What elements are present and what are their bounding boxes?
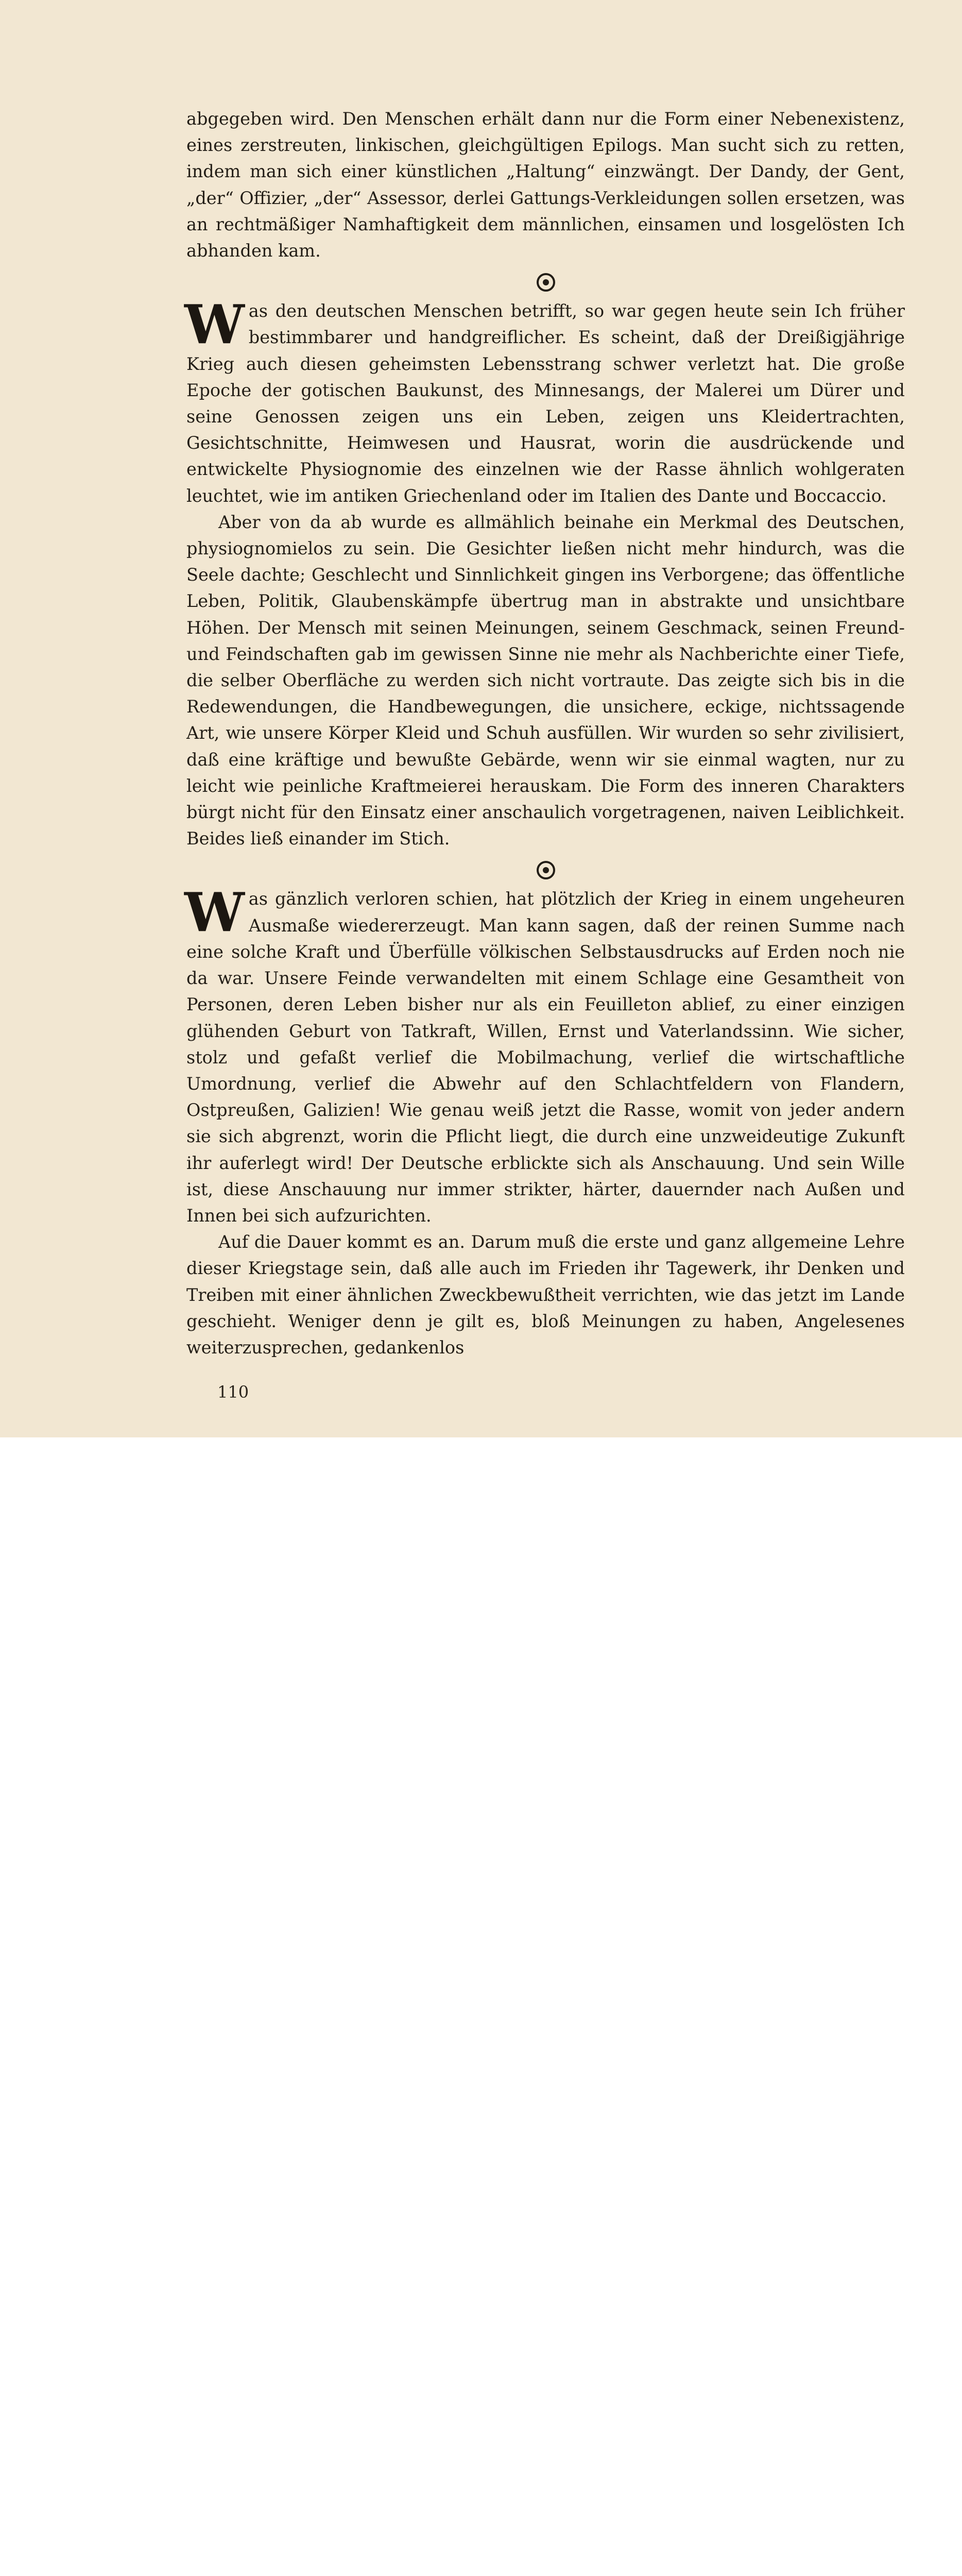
- paragraph-5: [186, 1229, 905, 1361]
- paragraph-3: [186, 509, 905, 852]
- section-ornament-icon: [536, 272, 556, 293]
- drop-cap: W: [184, 880, 245, 944]
- paragraph-4: [184, 880, 905, 1229]
- paragraph-2-text: as den deutschen Menschen betrifft, so war gegen heute sein Ich früher bestimmbarer und handgreiflicher. Es scheint, daß der Dreißigjährige Krieg auch diesen geheimsten Lebensstrang schwer verletzt hat. Die große Epoche der gotischen Baukunst, des Minnesangs, der Malerei um Dürer und seine Genossen zeigen uns ein Leben, zeigen uns Kleidertrachten, Gesichtschnitte, Heimwesen und Hausrat, worin die ausdrückende und entwickelte Physiognomie des einzelnen wie der Rasse ähnlich wohlgeraten leuchtet, wie im antiken Griechenland oder im Italien des Dante und Boccaccio.: [186, 301, 905, 506]
- drop-cap: W: [184, 293, 245, 357]
- paragraph-4-text: as gänzlich verloren schien, hat plötzlich der Krieg in einem ungeheuren Ausmaße wiedererzeugt. Man kann sagen, daß der reinen Summe nach eine solche Kraft und Überfülle völkischen Selbstausdrucks auf Erden noch nie da war. Unsere Feinde verwandelten mit einem Schlage eine Gesamtheit von Personen, deren Leben bisher nur als ein Feuilleton ablief, zu einer einzigen glühenden Geburt von Tatkraft, Willen, Ernst und Vaterlandssinn. Wie sicher, stolz und gefaßt verlief die Mobilmachung, verlief die wirtschaftliche Umordnung, verlief die Abwehr auf den Schlachtfeldern von Flandern, Ostpreußen, Galizien! Wie genau weiß jetzt die Rasse, womit von jeder andern sie sich abgrenzt, worin die Pflicht liegt, die durch eine unzweideutige Zukunft ihr auferlegt wird! Der Deutsche erblickte sich als Anschauung. Und sein Wille ist, diese Anschauung nur immer strikter, härter, dauernder nach Außen und Innen bei sich aufzurichten.: [186, 889, 905, 1226]
- paragraph-5-text: Auf die Dauer kommt es an. Darum muß die erste und ganz allgemeine Lehre dieser Kriegstage sein, daß alle auch im Frieden ihr Tagewerk, ihr Denken und Treiben mit einer ähnlichen Zweckbewußtheit verrichten, wie das jetzt im Lande geschieht. Weniger denn je gilt es, bloß Meinungen zu haben, Angelesenes weiterzusprechen, gedankenlos: [186, 1232, 905, 1358]
- page-number: 110: [217, 1382, 249, 1402]
- section-ornament-icon: [536, 860, 556, 880]
- viewer-footer: [0, 1437, 962, 1513]
- paragraph-1: [186, 106, 905, 264]
- paragraph-3-text: Aber von da ab wurde es allmählich beinahe ein Merkmal des Deutschen, physiognomielos zu sein. Die Gesichter ließen nicht mehr hindurch, was die Seele dachte; Geschlecht und Sinnlichkeit gingen ins Verborgene; das öffentliche Leben, Politik, Glaubenskämpfe übertrug man in abstrakte und unsichtbare Höhen. Der Mensch mit seinen Meinungen, seinem Geschmack, seinen Freund- und Feindschaften gab im gewissen Sinne nie mehr als Nachberichte einer Tiefe, die selber Oberfläche zu werden sich nicht vortraute. Das zeigte sich bis in die Redewendungen, die Handbewegungen, die unsichere, eckige, nichtssagende Art, wie unsere Körper Kleid und Schuh ausfüllen. Wir wurden so sehr zivilisiert, daß eine kräftige und bewußte Gebärde, wenn wir sie einmal wagten, nur zu leicht wie peinliche Kraftmeierei herauskam. Die Form des inneren Charakters bürgt nicht für den Einsatz einer anschaulich vorgetragenen, naiven Leiblichkeit. Beides ließ einander im Stich.: [186, 512, 905, 849]
- paragraph-2: [184, 293, 905, 509]
- paragraph-1-text: abgegeben wird. Den Menschen erhält dann nur die Form einer Nebenexistenz, eines zerstreuten, linkischen, gleichgültigen Epilogs. Man sucht sich zu retten, indem man sich einer künstlichen „Haltung“ einzwängt. Der Dandy, der Gent, „der“ Offizier, „der“ Assessor, derlei Gattungs-Verkleidungen sollen ersetzen, was an rechtmäßiger Namhaftigkeit dem männlichen, einsamen und losgelösten Ich abhanden kam.: [186, 109, 905, 261]
- page-body: [184, 106, 905, 1402]
